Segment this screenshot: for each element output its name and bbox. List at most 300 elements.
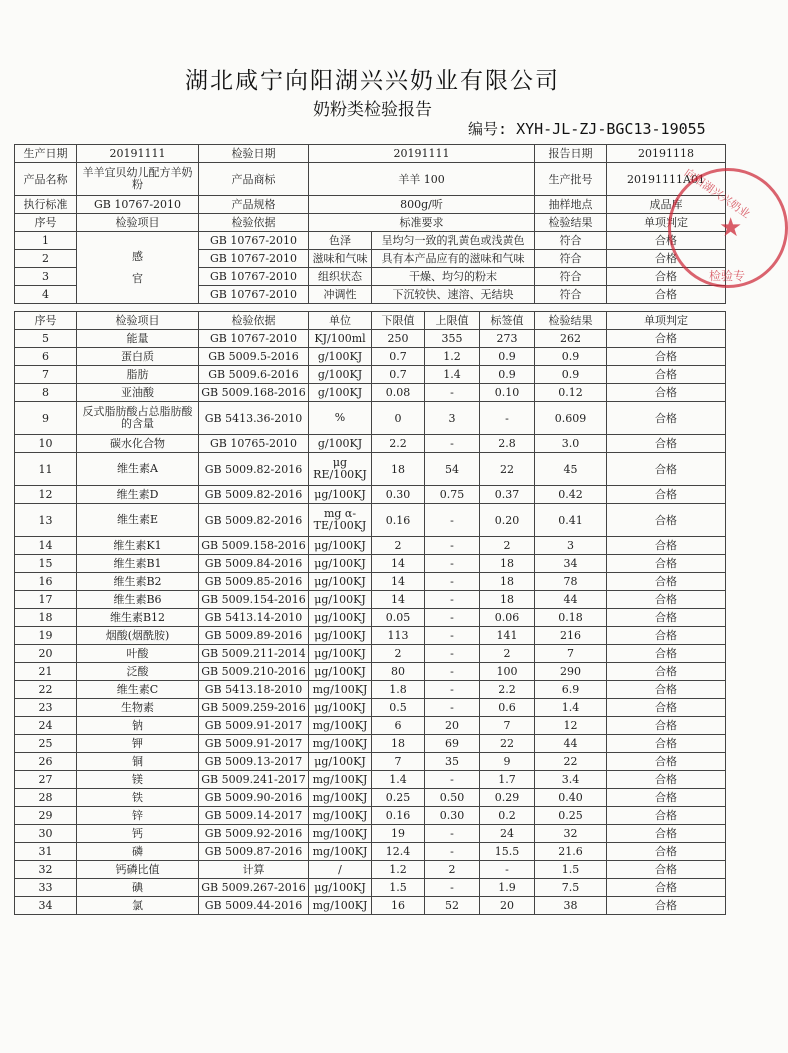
row-number: 24 (15, 717, 77, 735)
test-result: 0.9 (535, 366, 607, 384)
label-value: 18 (480, 591, 535, 609)
unit: μg/100KJ (309, 537, 372, 555)
row-number: 2 (15, 250, 77, 268)
info-label: 生产批号 (535, 163, 607, 196)
label-value: 7 (480, 717, 535, 735)
judgement: 合格 (607, 843, 726, 861)
row-number: 12 (15, 486, 77, 504)
unit: mg/100KJ (309, 771, 372, 789)
upper-limit: - (425, 681, 480, 699)
row-number: 10 (15, 435, 77, 453)
column-header: 检验项目 (77, 214, 199, 232)
unit: μg/100KJ (309, 555, 372, 573)
label-value: 100 (480, 663, 535, 681)
test-item: 铜 (77, 753, 199, 771)
lower-limit: 113 (372, 627, 425, 645)
column-header: 序号 (15, 214, 77, 232)
standard-requirement: 下沉较快、速溶、无结块 (372, 286, 535, 304)
label-value: 24 (480, 825, 535, 843)
row-number: 6 (15, 348, 77, 366)
table-row (15, 537, 726, 555)
table-row (15, 591, 726, 609)
row-number: 21 (15, 663, 77, 681)
lower-limit: 14 (372, 573, 425, 591)
info-value: 羊羊宜贝幼儿配方羊奶粉 (77, 163, 199, 196)
row-number: 27 (15, 771, 77, 789)
lower-limit: 0.5 (372, 699, 425, 717)
judgement: 合格 (607, 789, 726, 807)
unit: mg/100KJ (309, 681, 372, 699)
column-header: 单项判定 (607, 312, 726, 330)
upper-limit: - (425, 591, 480, 609)
test-result: 0.12 (535, 384, 607, 402)
info-value: GB 10767-2010 (77, 196, 199, 214)
test-result: 符合 (535, 286, 607, 304)
label-value: 0.10 (480, 384, 535, 402)
test-result: 0.18 (535, 609, 607, 627)
test-item: 磷 (77, 843, 199, 861)
label-value: 2 (480, 537, 535, 555)
test-result: 符合 (535, 268, 607, 286)
label-value: 0.6 (480, 699, 535, 717)
label-value: 15.5 (480, 843, 535, 861)
table-row (15, 435, 726, 453)
judgement: 合格 (607, 897, 726, 915)
lower-limit: 1.5 (372, 879, 425, 897)
unit: μg/100KJ (309, 609, 372, 627)
unit: g/100KJ (309, 384, 372, 402)
label-value: 141 (480, 627, 535, 645)
test-result: 0.25 (535, 807, 607, 825)
test-item: 维生素K1 (77, 537, 199, 555)
sensory-category: 感 官 (77, 232, 199, 304)
label-value: - (480, 861, 535, 879)
row-number: 9 (15, 402, 77, 435)
row-number: 4 (15, 286, 77, 304)
row-number: 30 (15, 825, 77, 843)
label-value: 18 (480, 573, 535, 591)
test-result: 0.42 (535, 486, 607, 504)
table-row (15, 699, 726, 717)
test-item: 维生素A (77, 453, 199, 486)
upper-limit: - (425, 573, 480, 591)
company-seal (668, 168, 788, 288)
test-basis: GB 5009.89-2016 (199, 627, 309, 645)
test-item: 反式脂肪酸占总脂肪酸的含量 (77, 402, 199, 435)
test-result: 0.41 (535, 504, 607, 537)
column-header: 检验结果 (535, 214, 607, 232)
standard-requirement: 干燥、均匀的粉末 (372, 268, 535, 286)
judgement: 合格 (607, 330, 726, 348)
test-basis: GB 5009.5-2016 (199, 348, 309, 366)
test-basis: GB 10765-2010 (199, 435, 309, 453)
upper-limit: 0.30 (425, 807, 480, 825)
lower-limit: 0 (372, 402, 425, 435)
unit: mg/100KJ (309, 717, 372, 735)
unit: g/100KJ (309, 348, 372, 366)
test-basis: GB 5413.18-2010 (199, 681, 309, 699)
test-result: 290 (535, 663, 607, 681)
row-number: 34 (15, 897, 77, 915)
lower-limit: 1.4 (372, 771, 425, 789)
test-result: 44 (535, 735, 607, 753)
upper-limit: 54 (425, 453, 480, 486)
lower-limit: 0.16 (372, 807, 425, 825)
row-number: 8 (15, 384, 77, 402)
info-label: 抽样地点 (535, 196, 607, 214)
judgement: 合格 (607, 453, 726, 486)
column-header: 单位 (309, 312, 372, 330)
unit: mg/100KJ (309, 807, 372, 825)
info-label: 产品名称 (15, 163, 77, 196)
report-number-value: XYH-JL-ZJ-BGC13-19055 (516, 120, 706, 138)
table-row (15, 330, 726, 348)
label-value: 2.2 (480, 681, 535, 699)
test-result: 44 (535, 591, 607, 609)
judgement: 合格 (607, 366, 726, 384)
upper-limit: - (425, 555, 480, 573)
seal-star-icon: ★ (719, 213, 743, 243)
seal-bottom-text: 检验专 (709, 269, 746, 283)
test-basis: GB 5009.87-2016 (199, 843, 309, 861)
unit: mg α-TE/100KJ (309, 504, 372, 537)
test-basis: GB 5009.6-2016 (199, 366, 309, 384)
judgement: 合格 (607, 435, 726, 453)
nutrient-body (15, 330, 726, 915)
test-basis: GB 5009.13-2017 (199, 753, 309, 771)
lower-limit: 18 (372, 735, 425, 753)
test-item: 维生素B6 (77, 591, 199, 609)
upper-limit: - (425, 384, 480, 402)
judgement: 合格 (607, 861, 726, 879)
table-row (15, 789, 726, 807)
judgement: 合格 (607, 627, 726, 645)
unit: μg/100KJ (309, 753, 372, 771)
test-basis: GB 5009.82-2016 (199, 504, 309, 537)
label-value: 2.8 (480, 435, 535, 453)
test-item: 维生素C (77, 681, 199, 699)
label-value: 18 (480, 555, 535, 573)
judgement: 合格 (607, 555, 726, 573)
judgement: 合格 (607, 504, 726, 537)
info-label: 产品商标 (199, 163, 309, 196)
judgement: 合格 (607, 537, 726, 555)
test-result: 3.4 (535, 771, 607, 789)
judgement: 合格 (607, 681, 726, 699)
test-item: 碳水化合物 (77, 435, 199, 453)
info-sensory-table (14, 144, 726, 304)
column-header: 标准要求 (309, 214, 535, 232)
report-number-label: 编号: (468, 120, 508, 138)
lower-limit: 1.8 (372, 681, 425, 699)
unit: g/100KJ (309, 366, 372, 384)
label-value: 22 (480, 453, 535, 486)
test-item: 维生素B1 (77, 555, 199, 573)
test-item: 铁 (77, 789, 199, 807)
test-result: 21.6 (535, 843, 607, 861)
lower-limit: 1.2 (372, 861, 425, 879)
row-number: 18 (15, 609, 77, 627)
label-value: 9 (480, 753, 535, 771)
upper-limit: - (425, 663, 480, 681)
table-row (15, 645, 726, 663)
upper-limit: - (425, 843, 480, 861)
unit: μg RE/100KJ (309, 453, 372, 486)
test-result: 34 (535, 555, 607, 573)
upper-limit: - (425, 825, 480, 843)
sensory-attribute: 冲调性 (309, 286, 372, 304)
lower-limit: 18 (372, 453, 425, 486)
column-header: 上限值 (425, 312, 480, 330)
unit: μg/100KJ (309, 627, 372, 645)
table-row (15, 879, 726, 897)
judgement: 合格 (607, 573, 726, 591)
judgement: 合格 (607, 771, 726, 789)
upper-limit: 0.75 (425, 486, 480, 504)
upper-limit: 20 (425, 717, 480, 735)
judgement: 合格 (607, 286, 726, 304)
unit: mg/100KJ (309, 897, 372, 915)
test-basis: GB 5009.92-2016 (199, 825, 309, 843)
lower-limit: 250 (372, 330, 425, 348)
unit: mg/100KJ (309, 789, 372, 807)
judgement: 合格 (607, 384, 726, 402)
upper-limit: - (425, 435, 480, 453)
test-basis: GB 5413.14-2010 (199, 609, 309, 627)
lower-limit: 6 (372, 717, 425, 735)
column-header: 序号 (15, 312, 77, 330)
test-result: 7 (535, 645, 607, 663)
column-header: 标签值 (480, 312, 535, 330)
info-label: 报告日期 (535, 145, 607, 163)
test-result: 45 (535, 453, 607, 486)
test-item: 维生素B2 (77, 573, 199, 591)
upper-limit: 35 (425, 753, 480, 771)
test-basis: GB 5009.82-2016 (199, 486, 309, 504)
info-value: 羊羊 100 (309, 163, 535, 196)
table-row (15, 486, 726, 504)
test-basis: GB 5009.154-2016 (199, 591, 309, 609)
label-value: 0.29 (480, 789, 535, 807)
label-value: 0.9 (480, 348, 535, 366)
test-basis: GB 5009.90-2016 (199, 789, 309, 807)
test-basis: GB 10767-2010 (199, 250, 309, 268)
unit: mg/100KJ (309, 735, 372, 753)
label-value: 0.06 (480, 609, 535, 627)
lower-limit: 2 (372, 645, 425, 663)
info-label: 生产日期 (15, 145, 77, 163)
unit: / (309, 861, 372, 879)
label-value: 0.2 (480, 807, 535, 825)
table-row (15, 663, 726, 681)
test-result: 1.4 (535, 699, 607, 717)
row-number: 29 (15, 807, 77, 825)
test-item: 钙磷比值 (77, 861, 199, 879)
unit: mg/100KJ (309, 843, 372, 861)
label-value: 1.7 (480, 771, 535, 789)
judgement: 合格 (607, 717, 726, 735)
test-basis: GB 10767-2010 (199, 232, 309, 250)
test-basis: GB 5413.36-2010 (199, 402, 309, 435)
test-item: 叶酸 (77, 645, 199, 663)
lower-limit: 7 (372, 753, 425, 771)
unit: μg/100KJ (309, 699, 372, 717)
info-value: 20191111 (77, 145, 199, 163)
table-row (15, 681, 726, 699)
test-item: 能量 (77, 330, 199, 348)
sensory-attribute: 组织状态 (309, 268, 372, 286)
test-result: 262 (535, 330, 607, 348)
label-value: 0.9 (480, 366, 535, 384)
test-item: 镁 (77, 771, 199, 789)
upper-limit: - (425, 879, 480, 897)
test-result: 0.609 (535, 402, 607, 435)
report-title: 奶粉类检验报告 (313, 100, 432, 120)
test-item: 锌 (77, 807, 199, 825)
upper-limit: - (425, 771, 480, 789)
info-row-standard (15, 196, 726, 214)
row-number: 5 (15, 330, 77, 348)
label-value: 20 (480, 897, 535, 915)
row-number: 26 (15, 753, 77, 771)
info-value: 20191111A01 (607, 163, 726, 196)
test-result: 1.5 (535, 861, 607, 879)
row-number: 13 (15, 504, 77, 537)
lower-limit: 2 (372, 537, 425, 555)
test-item: 亚油酸 (77, 384, 199, 402)
upper-limit: - (425, 504, 480, 537)
table-row (15, 861, 726, 879)
upper-limit: 2 (425, 861, 480, 879)
table-row (15, 717, 726, 735)
test-item: 钙 (77, 825, 199, 843)
test-basis: GB 5009.158-2016 (199, 537, 309, 555)
test-basis: GB 5009.91-2017 (199, 735, 309, 753)
test-result: 38 (535, 897, 607, 915)
label-value: 1.9 (480, 879, 535, 897)
upper-limit: 0.50 (425, 789, 480, 807)
lower-limit: 2.2 (372, 435, 425, 453)
test-basis: GB 5009.91-2017 (199, 717, 309, 735)
table-row (15, 807, 726, 825)
row-number: 25 (15, 735, 77, 753)
upper-limit: 52 (425, 897, 480, 915)
table-row (15, 573, 726, 591)
table-row (15, 384, 726, 402)
unit: μg/100KJ (309, 486, 372, 504)
column-header: 检验结果 (535, 312, 607, 330)
test-result: 7.5 (535, 879, 607, 897)
upper-limit: 3 (425, 402, 480, 435)
judgement: 合格 (607, 232, 726, 250)
test-item: 氯 (77, 897, 199, 915)
test-result: 216 (535, 627, 607, 645)
table-row (15, 735, 726, 753)
upper-limit: 1.4 (425, 366, 480, 384)
test-result: 3 (535, 537, 607, 555)
lower-limit: 14 (372, 591, 425, 609)
sensory-header-row (15, 214, 726, 232)
judgement: 合格 (607, 609, 726, 627)
judgement: 合格 (607, 268, 726, 286)
column-header: 检验依据 (199, 214, 309, 232)
test-item: 维生素E (77, 504, 199, 537)
table-row (15, 402, 726, 435)
row-number: 7 (15, 366, 77, 384)
row-number: 20 (15, 645, 77, 663)
test-result: 符合 (535, 232, 607, 250)
judgement: 合格 (607, 645, 726, 663)
table-row (15, 771, 726, 789)
table-row (15, 504, 726, 537)
row-number: 11 (15, 453, 77, 486)
test-item: 维生素D (77, 486, 199, 504)
info-label: 执行标准 (15, 196, 77, 214)
judgement: 合格 (607, 699, 726, 717)
test-item: 钠 (77, 717, 199, 735)
test-item: 生物素 (77, 699, 199, 717)
column-header: 单项判定 (607, 214, 726, 232)
lower-limit: 12.4 (372, 843, 425, 861)
info-label: 产品规格 (199, 196, 309, 214)
test-result: 22 (535, 753, 607, 771)
test-basis: GB 10767-2010 (199, 286, 309, 304)
test-item: 碘 (77, 879, 199, 897)
upper-limit: - (425, 537, 480, 555)
row-number: 14 (15, 537, 77, 555)
test-basis: GB 5009.84-2016 (199, 555, 309, 573)
info-value: 20191118 (607, 145, 726, 163)
info-value: 成品库 (607, 196, 726, 214)
lower-limit: 0.05 (372, 609, 425, 627)
test-basis: GB 5009.44-2016 (199, 897, 309, 915)
label-value: 0.37 (480, 486, 535, 504)
lower-limit: 80 (372, 663, 425, 681)
info-label: 检验日期 (199, 145, 309, 163)
sensory-attribute: 色泽 (309, 232, 372, 250)
column-header: 检验项目 (77, 312, 199, 330)
test-basis: GB 5009.168-2016 (199, 384, 309, 402)
row-number: 33 (15, 879, 77, 897)
upper-limit: 355 (425, 330, 480, 348)
unit: μg/100KJ (309, 645, 372, 663)
unit: μg/100KJ (309, 573, 372, 591)
judgement: 合格 (607, 807, 726, 825)
info-row-dates (15, 145, 726, 163)
test-item: 蛋白质 (77, 348, 199, 366)
seal-text: 向阳湖兴兴奶业 (681, 166, 753, 221)
label-value: - (480, 402, 535, 435)
table-row (15, 366, 726, 384)
lower-limit: 16 (372, 897, 425, 915)
upper-limit: - (425, 645, 480, 663)
row-number: 32 (15, 861, 77, 879)
row-number: 3 (15, 268, 77, 286)
report-number (468, 118, 706, 139)
test-basis: GB 5009.82-2016 (199, 453, 309, 486)
lower-limit: 14 (372, 555, 425, 573)
lower-limit: 0.30 (372, 486, 425, 504)
upper-limit: - (425, 699, 480, 717)
judgement: 合格 (607, 879, 726, 897)
test-basis: GB 5009.241-2017 (199, 771, 309, 789)
unit: mg/100KJ (309, 825, 372, 843)
test-basis: GB 5009.85-2016 (199, 573, 309, 591)
info-value: 800g/听 (309, 196, 535, 214)
test-basis: GB 5009.211-2014 (199, 645, 309, 663)
test-result: 符合 (535, 250, 607, 268)
table-row (15, 232, 726, 250)
